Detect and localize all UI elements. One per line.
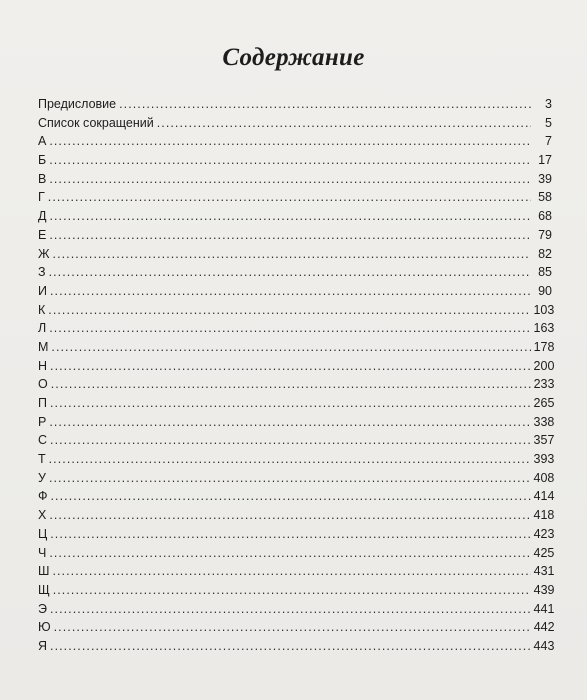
- toc-entry-label: Д: [38, 209, 47, 224]
- toc-entry-label: Ф: [38, 489, 48, 504]
- toc-entry-label: С: [38, 433, 48, 448]
- toc-entry: [38, 600, 555, 619]
- dot-leader: [50, 282, 531, 301]
- toc-entry-page-number: 442: [533, 620, 555, 635]
- toc-entry: [38, 375, 555, 394]
- toc-entry-page-number: 200: [533, 358, 555, 373]
- toc-entry: [38, 338, 555, 357]
- toc-entry: [38, 132, 552, 151]
- toc-entry-label: В: [38, 171, 47, 186]
- toc-entry-page-number: 163: [533, 321, 555, 336]
- dot-leader: [50, 525, 530, 544]
- dot-leader: [51, 375, 531, 394]
- toc-entry: [38, 525, 555, 544]
- dot-leader: [49, 319, 530, 338]
- toc-entry: [38, 245, 552, 264]
- toc-entry-page-number: 441: [533, 601, 555, 616]
- dot-leader: [49, 450, 531, 469]
- toc-entry-page-number: 357: [533, 433, 555, 448]
- toc-entry-page-number: 103: [533, 302, 555, 317]
- toc-entry: [38, 319, 555, 338]
- toc-entry-page-number: 178: [533, 339, 555, 354]
- dot-leader: [51, 338, 530, 357]
- toc-entry-page-number: 393: [533, 452, 555, 467]
- table-of-contents: [38, 95, 555, 656]
- toc-entry-page-number: 233: [533, 377, 555, 392]
- dot-leader: [49, 544, 530, 563]
- toc-entry: [38, 207, 552, 226]
- toc-entry: [38, 562, 555, 581]
- dot-leader: [50, 431, 531, 450]
- toc-entry: [38, 413, 555, 432]
- toc-entry-label: Е: [38, 227, 47, 242]
- toc-entry-label: Предисловие: [38, 97, 117, 111]
- toc-entry-label: У: [38, 470, 46, 485]
- dot-leader: [50, 637, 531, 656]
- dot-leader: [49, 226, 531, 245]
- toc-entry-label: Б: [38, 153, 47, 168]
- dot-leader: [53, 581, 531, 600]
- toc-entry: [38, 151, 552, 170]
- toc-entry: [38, 188, 552, 207]
- dot-leader: [54, 618, 531, 637]
- toc-entry-page-number: 7: [545, 134, 552, 149]
- toc-entry: [38, 263, 552, 282]
- toc-entry-page-number: 90: [538, 283, 552, 298]
- toc-entry-label: П: [38, 396, 47, 410]
- toc-entry-page-number: 414: [533, 489, 555, 504]
- toc-entry: [38, 450, 555, 469]
- toc-entry: [38, 637, 555, 656]
- toc-entry: [38, 357, 555, 376]
- dot-leader: [53, 245, 531, 264]
- toc-entry-label: Н: [38, 358, 48, 373]
- dot-leader: [49, 413, 530, 432]
- dot-leader: [50, 600, 531, 619]
- dot-leader: [50, 394, 531, 413]
- dot-leader: [49, 132, 531, 151]
- toc-entry-label: М: [38, 339, 49, 354]
- toc-entry-page-number: 425: [533, 545, 555, 560]
- dot-leader: [48, 301, 530, 320]
- page-title: Содержание: [222, 44, 365, 71]
- toc-entry-label: Щ: [38, 582, 50, 597]
- toc-entry-label: Х: [38, 508, 47, 523]
- toc-entry-page-number: 418: [533, 508, 555, 523]
- toc-entry-label: К: [38, 302, 46, 317]
- toc-entry: [38, 394, 555, 413]
- dot-leader: [49, 170, 531, 189]
- toc-entry-page-number: 58: [538, 190, 552, 205]
- toc-entry-page-number: 338: [533, 414, 555, 429]
- dot-leader: [50, 357, 531, 376]
- toc-entry: [38, 469, 555, 488]
- toc-entry-label: Ц: [38, 526, 48, 541]
- toc-entry-label: Ю: [38, 620, 51, 635]
- dot-leader: [49, 151, 531, 170]
- toc-entry-page-number: 68: [538, 209, 552, 224]
- toc-entry-label: О: [38, 377, 48, 392]
- toc-entry-page-number: 5: [545, 115, 552, 130]
- dot-leader: [49, 263, 531, 282]
- toc-entry-page-number: 431: [533, 564, 555, 579]
- toc-entry-label: Р: [38, 414, 47, 429]
- toc-entry-page-number: 3: [545, 97, 552, 111]
- toc-entry-label: Т: [38, 452, 46, 467]
- toc-entry-label: Список сокращений: [38, 115, 154, 130]
- toc-entry: [38, 506, 555, 525]
- toc-entry-label: И: [38, 283, 47, 298]
- dot-leader: [157, 114, 531, 133]
- toc-entry: [38, 226, 552, 245]
- toc-entry-label: Ч: [38, 545, 47, 560]
- toc-entry-page-number: 39: [538, 171, 552, 186]
- dot-leader: [48, 188, 531, 207]
- toc-entry-page-number: 265: [533, 396, 555, 410]
- toc-entry-page-number: 408: [533, 470, 555, 485]
- toc-entry: [38, 544, 555, 563]
- toc-entry-page-number: 443: [533, 638, 555, 653]
- toc-entry: [38, 170, 552, 189]
- toc-entry-page-number: 85: [538, 265, 552, 280]
- dot-leader: [49, 469, 531, 488]
- toc-entry: [38, 114, 552, 133]
- toc-entry-label: З: [38, 265, 46, 280]
- toc-entry-label: Ж: [38, 246, 50, 261]
- toc-entry-page-number: 82: [538, 246, 552, 261]
- dot-leader: [49, 506, 530, 525]
- toc-entry-page-number: 79: [538, 227, 552, 242]
- toc-entry-label: Ш: [38, 564, 50, 579]
- toc-entry: [38, 487, 555, 506]
- toc-entry-label: Я: [38, 638, 48, 653]
- toc-entry-page-number: 439: [533, 582, 555, 597]
- toc-entry-label: Э: [38, 601, 47, 616]
- toc-entry: [38, 95, 552, 114]
- toc-entry: [38, 581, 555, 600]
- toc-entry-label: Г: [38, 190, 45, 205]
- toc-entry-page-number: 17: [538, 153, 552, 168]
- toc-entry: [38, 282, 552, 301]
- toc-entry: [38, 301, 555, 320]
- dot-leader: [119, 95, 531, 114]
- toc-entry-label: А: [38, 134, 47, 149]
- toc-entry-page-number: 423: [533, 526, 555, 541]
- dot-leader: [49, 207, 531, 226]
- dot-leader: [51, 487, 531, 506]
- toc-entry: [38, 431, 555, 450]
- toc-entry: [38, 618, 555, 637]
- dot-leader: [52, 562, 530, 581]
- toc-entry-label: Л: [38, 321, 47, 336]
